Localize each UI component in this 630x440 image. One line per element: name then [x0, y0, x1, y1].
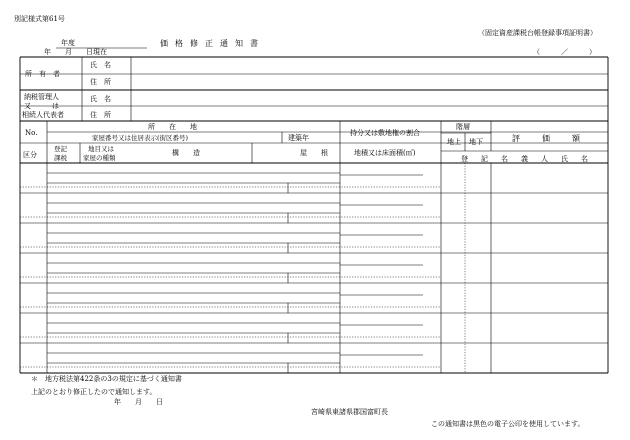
- col-built-year: 建築年: [288, 134, 309, 142]
- issuer: 宮崎県東諸県郡国富町長: [311, 408, 388, 416]
- date-line: 年 月 日現在: [44, 48, 107, 56]
- agent-label-line3: 相続人代表者: [22, 111, 64, 119]
- form-number: 別記様式第61号: [14, 15, 65, 23]
- col-above-ground: 地上: [447, 138, 461, 146]
- col-registered-name: 登 記 名 義 人 氏 名: [461, 155, 591, 163]
- col-floors: 階層: [456, 123, 470, 131]
- col-category: 区分: [23, 151, 37, 159]
- col-house-number: 家屋番号又は住居表示(街区番号): [92, 134, 189, 142]
- year-label: 年度: [61, 39, 75, 47]
- agent-address-label: 住 所: [90, 111, 111, 119]
- col-roof: 屋 根: [300, 149, 328, 157]
- owner-name-label: 氏 名: [90, 61, 111, 69]
- date-box: （ ／ ）: [533, 48, 596, 56]
- owner-address-label: 住 所: [90, 78, 111, 86]
- col-land-type-1: 地目又は: [88, 145, 114, 153]
- agent-label-line2: 又 は: [24, 102, 59, 110]
- col-taxation: 課税: [54, 154, 67, 162]
- col-area: 地積又は床面積(㎡): [354, 149, 416, 157]
- agent-label-line1: 納税管理人: [24, 93, 59, 101]
- notice-text: 上記のとおり修正したので通知します。: [31, 388, 157, 396]
- col-land-type-2: 家屋の種類: [83, 154, 116, 162]
- col-registration: 登記: [54, 145, 67, 153]
- owner-label: 所 有 者: [25, 70, 60, 78]
- page-title: 価格修正通知書: [160, 39, 265, 48]
- seal-note: この通知書は黒色の電子公印を使用しています。: [431, 420, 585, 428]
- col-structure: 構 造: [172, 149, 200, 157]
- col-valuation: 評 価 額: [512, 134, 587, 143]
- col-below-ground: 地下: [469, 138, 483, 146]
- footer-note: ＊ 地方税法第422条の3の規定に基づく通知書: [31, 375, 182, 383]
- col-no: No.: [25, 129, 38, 137]
- form-note: （固定資産課税台帳登録事項証明書）: [478, 29, 597, 37]
- notice-date: 年 月 日: [114, 398, 163, 406]
- col-share: 持分又は敷地権の割合: [350, 129, 420, 137]
- col-location: 所 在 地: [148, 123, 197, 131]
- agent-name-label: 氏 名: [90, 95, 111, 103]
